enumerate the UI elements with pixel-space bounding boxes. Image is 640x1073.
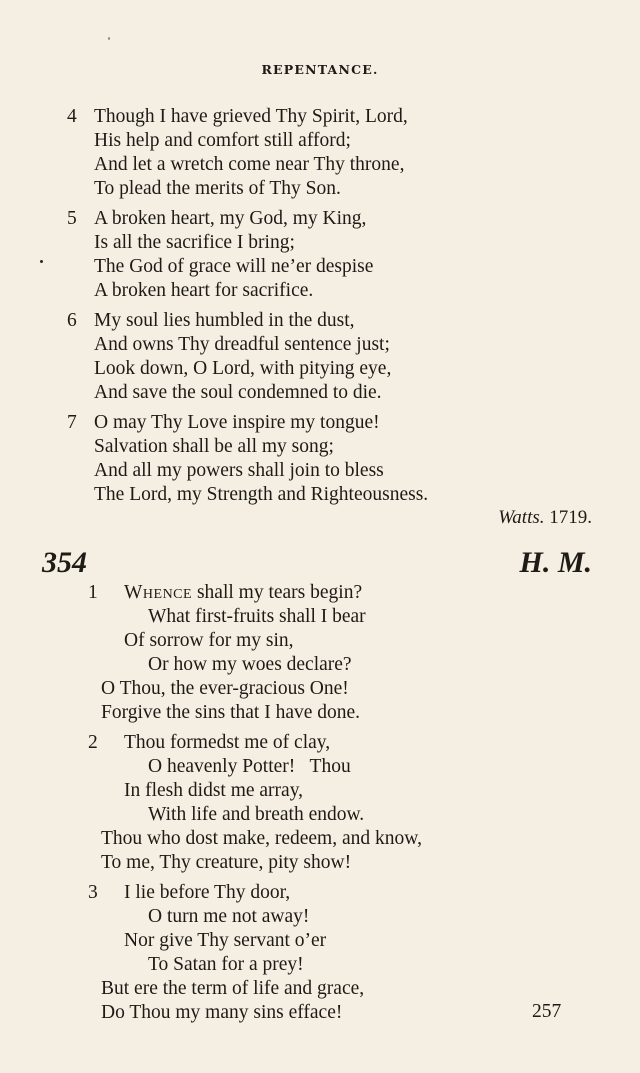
hymn-meter: H. M. xyxy=(519,546,592,579)
attribution xyxy=(498,507,592,529)
verse-line: My soul lies humbled in the dust, xyxy=(94,310,355,331)
verse-line: Thou who dost make, redeem, and know, xyxy=(101,828,422,849)
verse-line: O turn me not away! xyxy=(148,906,310,927)
verse-line: To plead the merits of Thy Son. xyxy=(94,178,341,199)
verse-line: The God of grace will ne’er despise xyxy=(94,256,374,277)
stanza-number: 6 xyxy=(67,310,77,331)
verse-line: To me, Thy creature, pity show! xyxy=(101,852,352,873)
verse-line: O Thou, the ever-gracious One! xyxy=(101,678,349,699)
stanza-number: 3 xyxy=(88,882,98,903)
running-header: REPENTANCE. xyxy=(261,62,379,77)
verse-line: Or how my woes declare? xyxy=(148,654,352,675)
verse-line: And save the soul condemned to die. xyxy=(94,382,382,403)
stanza-number: 2 xyxy=(88,732,98,753)
verse-text: shall my tears begin? xyxy=(192,582,363,603)
verse-line: A broken heart, my God, my King, xyxy=(94,208,367,229)
verse-line: I lie before Thy door, xyxy=(124,882,291,903)
verse-line: Though I have grieved Thy Spirit, Lord, xyxy=(94,106,408,127)
stanza-number: 5 xyxy=(67,208,77,229)
verse-line: Do Thou my many sins efface! xyxy=(101,1002,343,1023)
verse-line: His help and comfort still afford; xyxy=(94,130,351,151)
page-number: 257 xyxy=(532,1001,562,1022)
year: 1719. xyxy=(549,507,592,528)
verse-line: What first-fruits shall I bear xyxy=(148,606,366,627)
verse-line: A broken heart for sacrifice. xyxy=(94,280,314,301)
verse-line: And all my powers shall join to bless xyxy=(94,460,384,481)
verse-line: O may Thy Love inspire my tongue! xyxy=(94,412,380,433)
verse-line: Is all the sacrifice I bring; xyxy=(94,232,295,253)
hymn-number: 354 xyxy=(42,546,87,579)
verse-line: And let a wretch come near Thy throne, xyxy=(94,154,405,175)
verse-line: O heavenly Potter! Thou xyxy=(148,756,351,777)
verse-line: The Lord, my Strength and Righteousness. xyxy=(94,484,429,505)
verse-line: In flesh didst me array, xyxy=(124,780,304,801)
verse-line: Thou formedst me of clay, xyxy=(124,732,331,753)
verse-line: To Satan for a prey! xyxy=(148,954,304,975)
verse-line: And owns Thy dreadful sentence just; xyxy=(94,334,390,355)
verse-line: Of sorrow for my sin, xyxy=(124,630,294,651)
verse-line: But ere the term of life and grace, xyxy=(101,978,365,999)
stanza-number: 4 xyxy=(67,106,77,127)
ink-speck xyxy=(40,260,43,263)
verse-line: Nor give Thy servant o’er xyxy=(124,930,327,951)
verse-line: With life and breath endow. xyxy=(148,804,365,825)
verse-line xyxy=(124,581,362,605)
verse-line: Look down, O Lord, with pitying eye, xyxy=(94,358,392,379)
ink-speck xyxy=(108,37,110,40)
verse-line: Salvation shall be all my song; xyxy=(94,436,334,457)
author: Watts. xyxy=(498,507,545,528)
verse-line: Forgive the sins that I have done. xyxy=(101,702,361,723)
stanza-number: 7 xyxy=(67,412,77,433)
stanza-number: 1 xyxy=(88,582,98,603)
first-word: Whence xyxy=(124,582,193,603)
